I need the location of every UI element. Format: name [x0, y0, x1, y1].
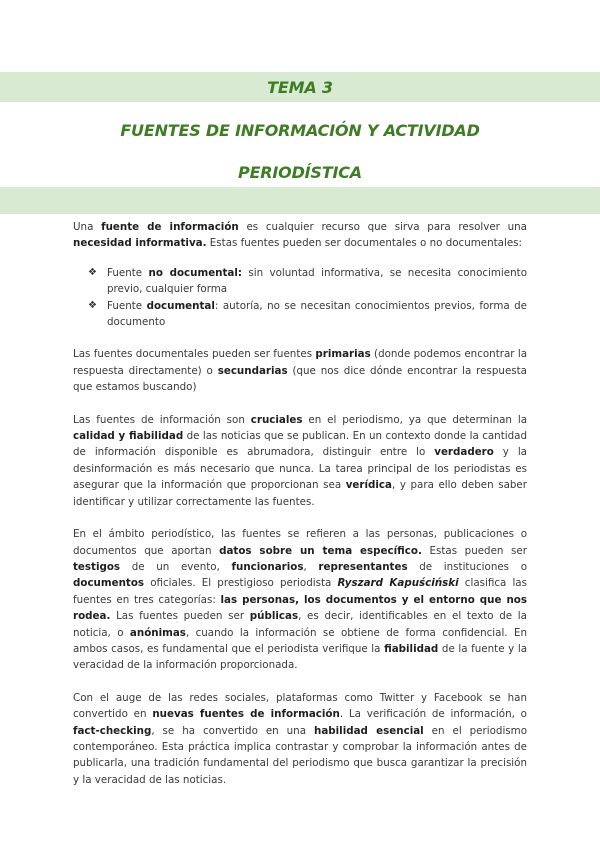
text: ,: [303, 560, 319, 573]
text: Fuente: [107, 266, 149, 279]
paragraph-social-media: [73, 690, 527, 788]
text: , es decir, identificables en el texto de la noticia, o: [73, 610, 527, 639]
bold-text: no documental:: [148, 266, 243, 279]
bold-text: fuente de información: [101, 221, 239, 233]
bold-text: datos sobre un tema específico.: [219, 544, 422, 557]
source-types-list: [73, 265, 527, 331]
text: , cuando la información se obtiene de forma confidencial. En ambos casos, es fundamental que el periodista verifique la: [73, 626, 528, 655]
text: oficiales. El prestigioso periodista: [144, 577, 338, 590]
text: clasifica las fuentes en tres categorías:: [73, 577, 527, 606]
text: Las fuentes documentales pueden ser fuentes: [73, 348, 316, 361]
page-title-number: TEMA 3: [267, 78, 333, 97]
text: Las fuentes de información son: [73, 413, 251, 426]
text: y la desinformación es más necesario que nunca. La tarea principal de los periodistas es asegurar que la información que proporcionan sea: [73, 446, 527, 492]
list-item: [73, 265, 527, 298]
text: . La verificación de información, o: [339, 708, 527, 721]
bold-text: anónimas: [129, 626, 186, 639]
bold-text: fiabilidad: [384, 642, 439, 655]
text: (que nos dice dónde encontrar la respuesta que estamos buscando): [73, 364, 527, 394]
text: en el periodismo contemporáneo. Esta práctica implica contrastar y comprobar la información antes de publicarla, una tradición fundamental del periodismo que busca garantizar la precisión y la veracidad de las noticias.: [73, 724, 527, 786]
text: Estas pueden ser: [421, 544, 527, 557]
bold-text: secundarias: [217, 364, 288, 377]
page-title-line-1: FUENTES DE INFORMACIÓN Y ACTIVIDAD: [120, 121, 480, 140]
bold-italic-text: Ryszard Kapuściński: [337, 577, 459, 590]
bold-text: verídica: [345, 479, 392, 492]
document-body: [73, 219, 527, 788]
paragraph-importance: [73, 412, 527, 510]
diamond-bullet-icon: ❖: [88, 266, 97, 278]
text: Las fuentes pueden ser: [110, 610, 250, 623]
diamond-bullet-icon: ❖: [88, 299, 97, 311]
text: es cualquier recurso que sirva para resolver una: [238, 221, 527, 233]
text: de la fuente y la veracidad de la información proporcionada.: [73, 642, 527, 672]
bold-text: fact-checking: [73, 724, 152, 737]
bold-text: verdadero: [434, 446, 494, 459]
text: (donde podemos encontrar la respuesta directamente) o: [73, 348, 527, 377]
bold-text: representantes: [318, 560, 408, 573]
paragraph-journalistic-sources: [73, 526, 527, 674]
paragraph-intro: [73, 219, 527, 252]
bold-text: las personas, los documentos y el entorno que nos rodea.: [73, 593, 527, 623]
text: Fuente: [107, 299, 147, 312]
bold-text: públicas: [249, 610, 299, 623]
text: En el ámbito periodístico, las fuentes se refieren a las personas, publicaciones o documentos que aportan: [73, 528, 527, 557]
bold-text: necesidad informativa.: [73, 237, 207, 250]
bold-text: calidad y fiabilidad: [73, 430, 184, 443]
text: en el periodismo, ya que determinan la: [302, 413, 528, 426]
text: sin voluntad informativa, se necesita conocimiento previo, cualquier forma: [107, 266, 527, 296]
bold-text: habilidad esencial: [313, 724, 424, 737]
bold-text: documentos: [73, 577, 145, 590]
text: Una: [73, 221, 102, 233]
text: de instituciones o: [407, 560, 527, 573]
text: Con el auge de las redes sociales, plataformas como Twitter y Facebook se han convertido en: [73, 691, 527, 721]
page-title-line-2: PERIODÍSTICA: [238, 163, 362, 182]
bold-text: funcionarios: [231, 560, 304, 573]
text: : autoría, no se necesitan conocimientos previos, forma de documento: [107, 299, 527, 329]
list-item: [73, 298, 527, 331]
header-band-bottom: [0, 187, 600, 214]
text: , se ha convertido en una: [151, 724, 314, 737]
text: de las noticias que se publican. En un contexto donde la cantidad de información disponible es abrumadora, distinguir entre lo: [73, 430, 527, 459]
bold-text: primarias: [315, 348, 371, 361]
bold-text: documental: [146, 299, 215, 312]
bold-text: cruciales: [250, 413, 303, 426]
paragraph-primary-secondary: [73, 346, 527, 395]
text: de un evento,: [120, 560, 232, 573]
bold-text: nuevas fuentes de información: [152, 708, 340, 721]
bold-text: testigos: [73, 560, 121, 573]
text: , y para ello deben saber identificar y utilizar correctamente las fuentes.: [73, 479, 527, 508]
text: Estas fuentes pueden ser documentales o no documentales:: [206, 237, 523, 250]
